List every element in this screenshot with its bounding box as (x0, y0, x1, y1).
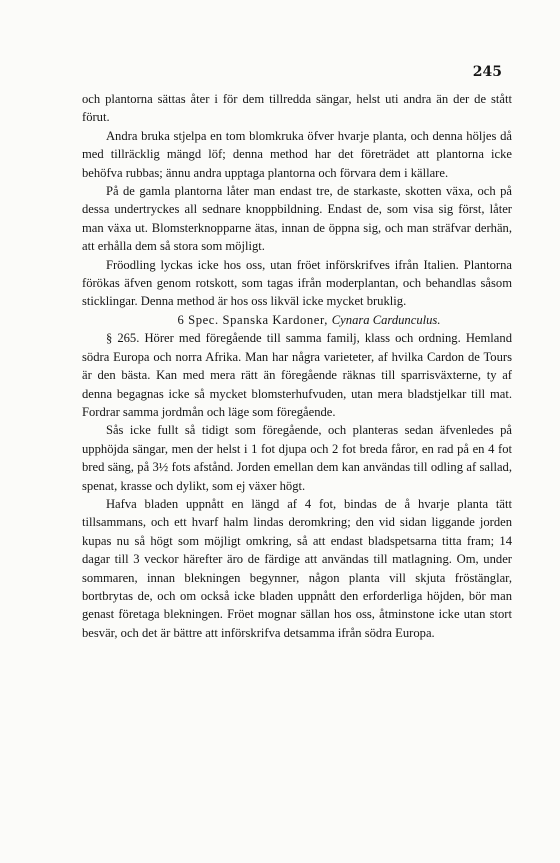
paragraph-continuation: och plantorna sättas åter i för dem tillredda sängar, helst uti andra än der de stått förut. (82, 92, 512, 125)
page-number: 245 (472, 64, 502, 80)
section-heading-name: Spanska Kardoner, (222, 312, 329, 327)
paragraph: Fröodling lyckas icke hos oss, utan fröet införskrifves ifrån Italien. Plantorna förökas äfven genom rotskott, som tagas ifrån moderplantan, och behandlas såsom sticklingar. Denna method är hos oss likväl icke mycket bruklig. (82, 257, 512, 309)
paragraph: Hafva bladen uppnått en längd af 4 fot, bindas de å hvarje planta tätt tillsammans, och ett hvarf halm lindas deromkring; den vid sidan liggande jorden kupas nu så högt som möjligt omkring, så att endast bladspetsarna titta fram; 14 dagar till 3 veckor härefter äro de färdige att användas till matlagning. Om, under sommaren, innan blekningen begynner, någon planta vill skjuta fröstänglar, bortbrytas de, och om också icke bladen uppnått den erforderliga höjden, bör man genast företaga blekningen. Fröet mognar sällan hos oss, åtminstone icke utan stort besvär, och det är bättre att införskrifva detsamma ifrån södra Europa. (82, 496, 512, 640)
body-text (82, 90, 512, 642)
paragraph: Andra bruka stjelpa en tom blomkruka öfver hvarje planta, och denna höljes då med tillräcklig mängd löf; denna method har det företrädet att plantorna icke behöfva rubbas; ännu andra upptaga plantorna och förvara dem i källare. (82, 128, 512, 180)
section-heading-number: 6 Spec. (177, 312, 219, 327)
section-heading-latin: Cynara Cardunculus. (331, 312, 441, 327)
paragraph: § 265. Hörer med föregående till samma familj, klass och ordning. Hemland södra Europa och norra Afrika. Man har några varieteter, af hvilka Cardon de Tours är den bästa. Kan med mera rätt än föregående räknas till sparrisväxterne, ty af denna begagnas icke så mycket blomsterhufvuden, utan mera bladstjelkar till mat. Fordrar samma jordmån och läge som föregående. (82, 331, 512, 419)
paragraph: På de gamla plantorna låter man endast tre, de starkaste, skotten växa, och på dessa undertryckes all sednare knoppbildning. Endast de, som visa sig först, låter man växa ut. Blomsterknopparne ätas, innan de öppna sig, och man sträfvar derhän, att erhålla dem så stora som möjligt. (82, 184, 512, 254)
paragraph: Sås icke fullt så tidigt som föregående, och planteras sedan äfvenledes på upphöjda sängar, men der helst i 1 fot djupa och 2 fot breda fåror, en rad på en 4 fot bred säng, på 3½ fots afstånd. Jorden emellan dem kan användas till odling af sallad, spenat, krasse och dylikt, som ej växer högt. (82, 423, 512, 493)
section-heading (82, 311, 512, 329)
